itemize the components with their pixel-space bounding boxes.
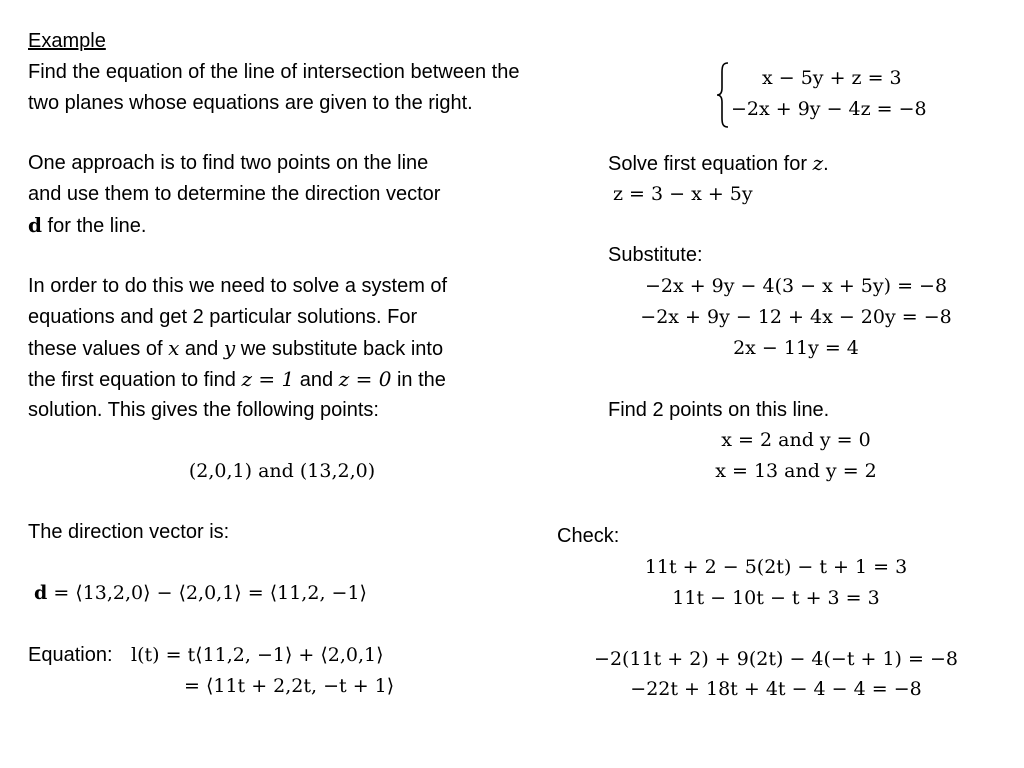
- order-line-3: [28, 333, 443, 365]
- check-step-4: −22t + 18t + 4t − 4 − 4 = −8: [630, 678, 922, 700]
- approach-line-3-text: for the line.: [41, 215, 147, 237]
- substitute-label: Substitute:: [608, 244, 703, 266]
- order-line-4: [28, 364, 446, 396]
- point-2: x = 13 and y = 2: [715, 460, 877, 482]
- order-x-var: x: [168, 336, 180, 360]
- direction-expression: = ⟨13,2,0⟩ − ⟨2,0,1⟩ = ⟨11,2, −1⟩: [47, 582, 367, 604]
- equation-label: Equation:: [28, 644, 113, 666]
- system-equation-2: −2x + 9y − 4z = −8: [731, 98, 927, 120]
- order-y-var: y: [223, 336, 236, 360]
- example-heading: Example: [28, 30, 106, 52]
- check-step-1: 11t + 2 − 5(2t) − t + 1 = 3: [644, 556, 908, 578]
- order-line-3b: and: [179, 338, 224, 360]
- direction-label: The direction vector is:: [28, 521, 230, 543]
- check-step-2: 11t − 10t − t + 3 = 3: [672, 587, 880, 609]
- approach-line-1: One approach is to find two points on the line: [28, 152, 429, 174]
- system-equation-1: x − 5y + z = 3: [762, 67, 902, 89]
- left-brace-icon: [716, 62, 730, 128]
- substitute-step-1: −2x + 9y − 4(3 − x + 5y) = −8: [644, 275, 948, 297]
- direction-vector-equation: [34, 578, 367, 609]
- order-line-4b: and: [294, 369, 339, 391]
- check-step-3: −2(11t + 2) + 9(2t) − 4(−t + 1) = −8: [594, 648, 958, 670]
- solve-label-text: Solve first equation for: [608, 153, 813, 175]
- solve-label-period: .: [823, 153, 829, 175]
- order-line-5: solution. This gives the following points:: [28, 399, 379, 421]
- solve-label: [608, 148, 829, 180]
- points-expression: (2,0,1) and (13,2,0): [188, 460, 376, 482]
- order-line-3c: we substitute back into: [235, 338, 444, 360]
- solve-result: z = 3 − x + 5y: [613, 183, 753, 205]
- intro-line-2: two planes whose equations are given to the right.: [28, 92, 473, 114]
- substitute-step-3: 2x − 11y = 4: [733, 337, 859, 359]
- solve-variable: z: [812, 151, 824, 175]
- order-z1-expr: z = 1: [241, 367, 295, 391]
- point-1: x = 2 and y = 0: [721, 429, 871, 451]
- equation-line-2: = ⟨11t + 2,2t, −t + 1⟩: [184, 675, 395, 697]
- approach-d-symbol: d: [28, 213, 42, 237]
- find-points-label: Find 2 points on this line.: [608, 399, 830, 421]
- order-line-4c: in the: [391, 369, 446, 391]
- intro-line-1: Find the equation of the line of intersection between the: [28, 61, 520, 83]
- order-line-1: In order to do this we need to solve a system of: [28, 275, 448, 297]
- direction-d-symbol: d: [34, 582, 48, 604]
- check-label: Check:: [557, 525, 620, 547]
- order-line-3a: these values of: [28, 338, 169, 360]
- order-line-2: equations and get 2 particular solutions. For: [28, 306, 418, 328]
- approach-line-3: [28, 210, 147, 242]
- equation-line-1: l(t) = t⟨11,2, −1⟩ + ⟨2,0,1⟩: [131, 644, 384, 666]
- order-z0-expr: z = 0: [338, 367, 392, 391]
- substitute-step-2: −2x + 9y − 12 + 4x − 20y = −8: [640, 306, 952, 328]
- order-line-4a: the first equation to find: [28, 369, 242, 391]
- approach-line-2: and use them to determine the direction vector: [28, 183, 441, 205]
